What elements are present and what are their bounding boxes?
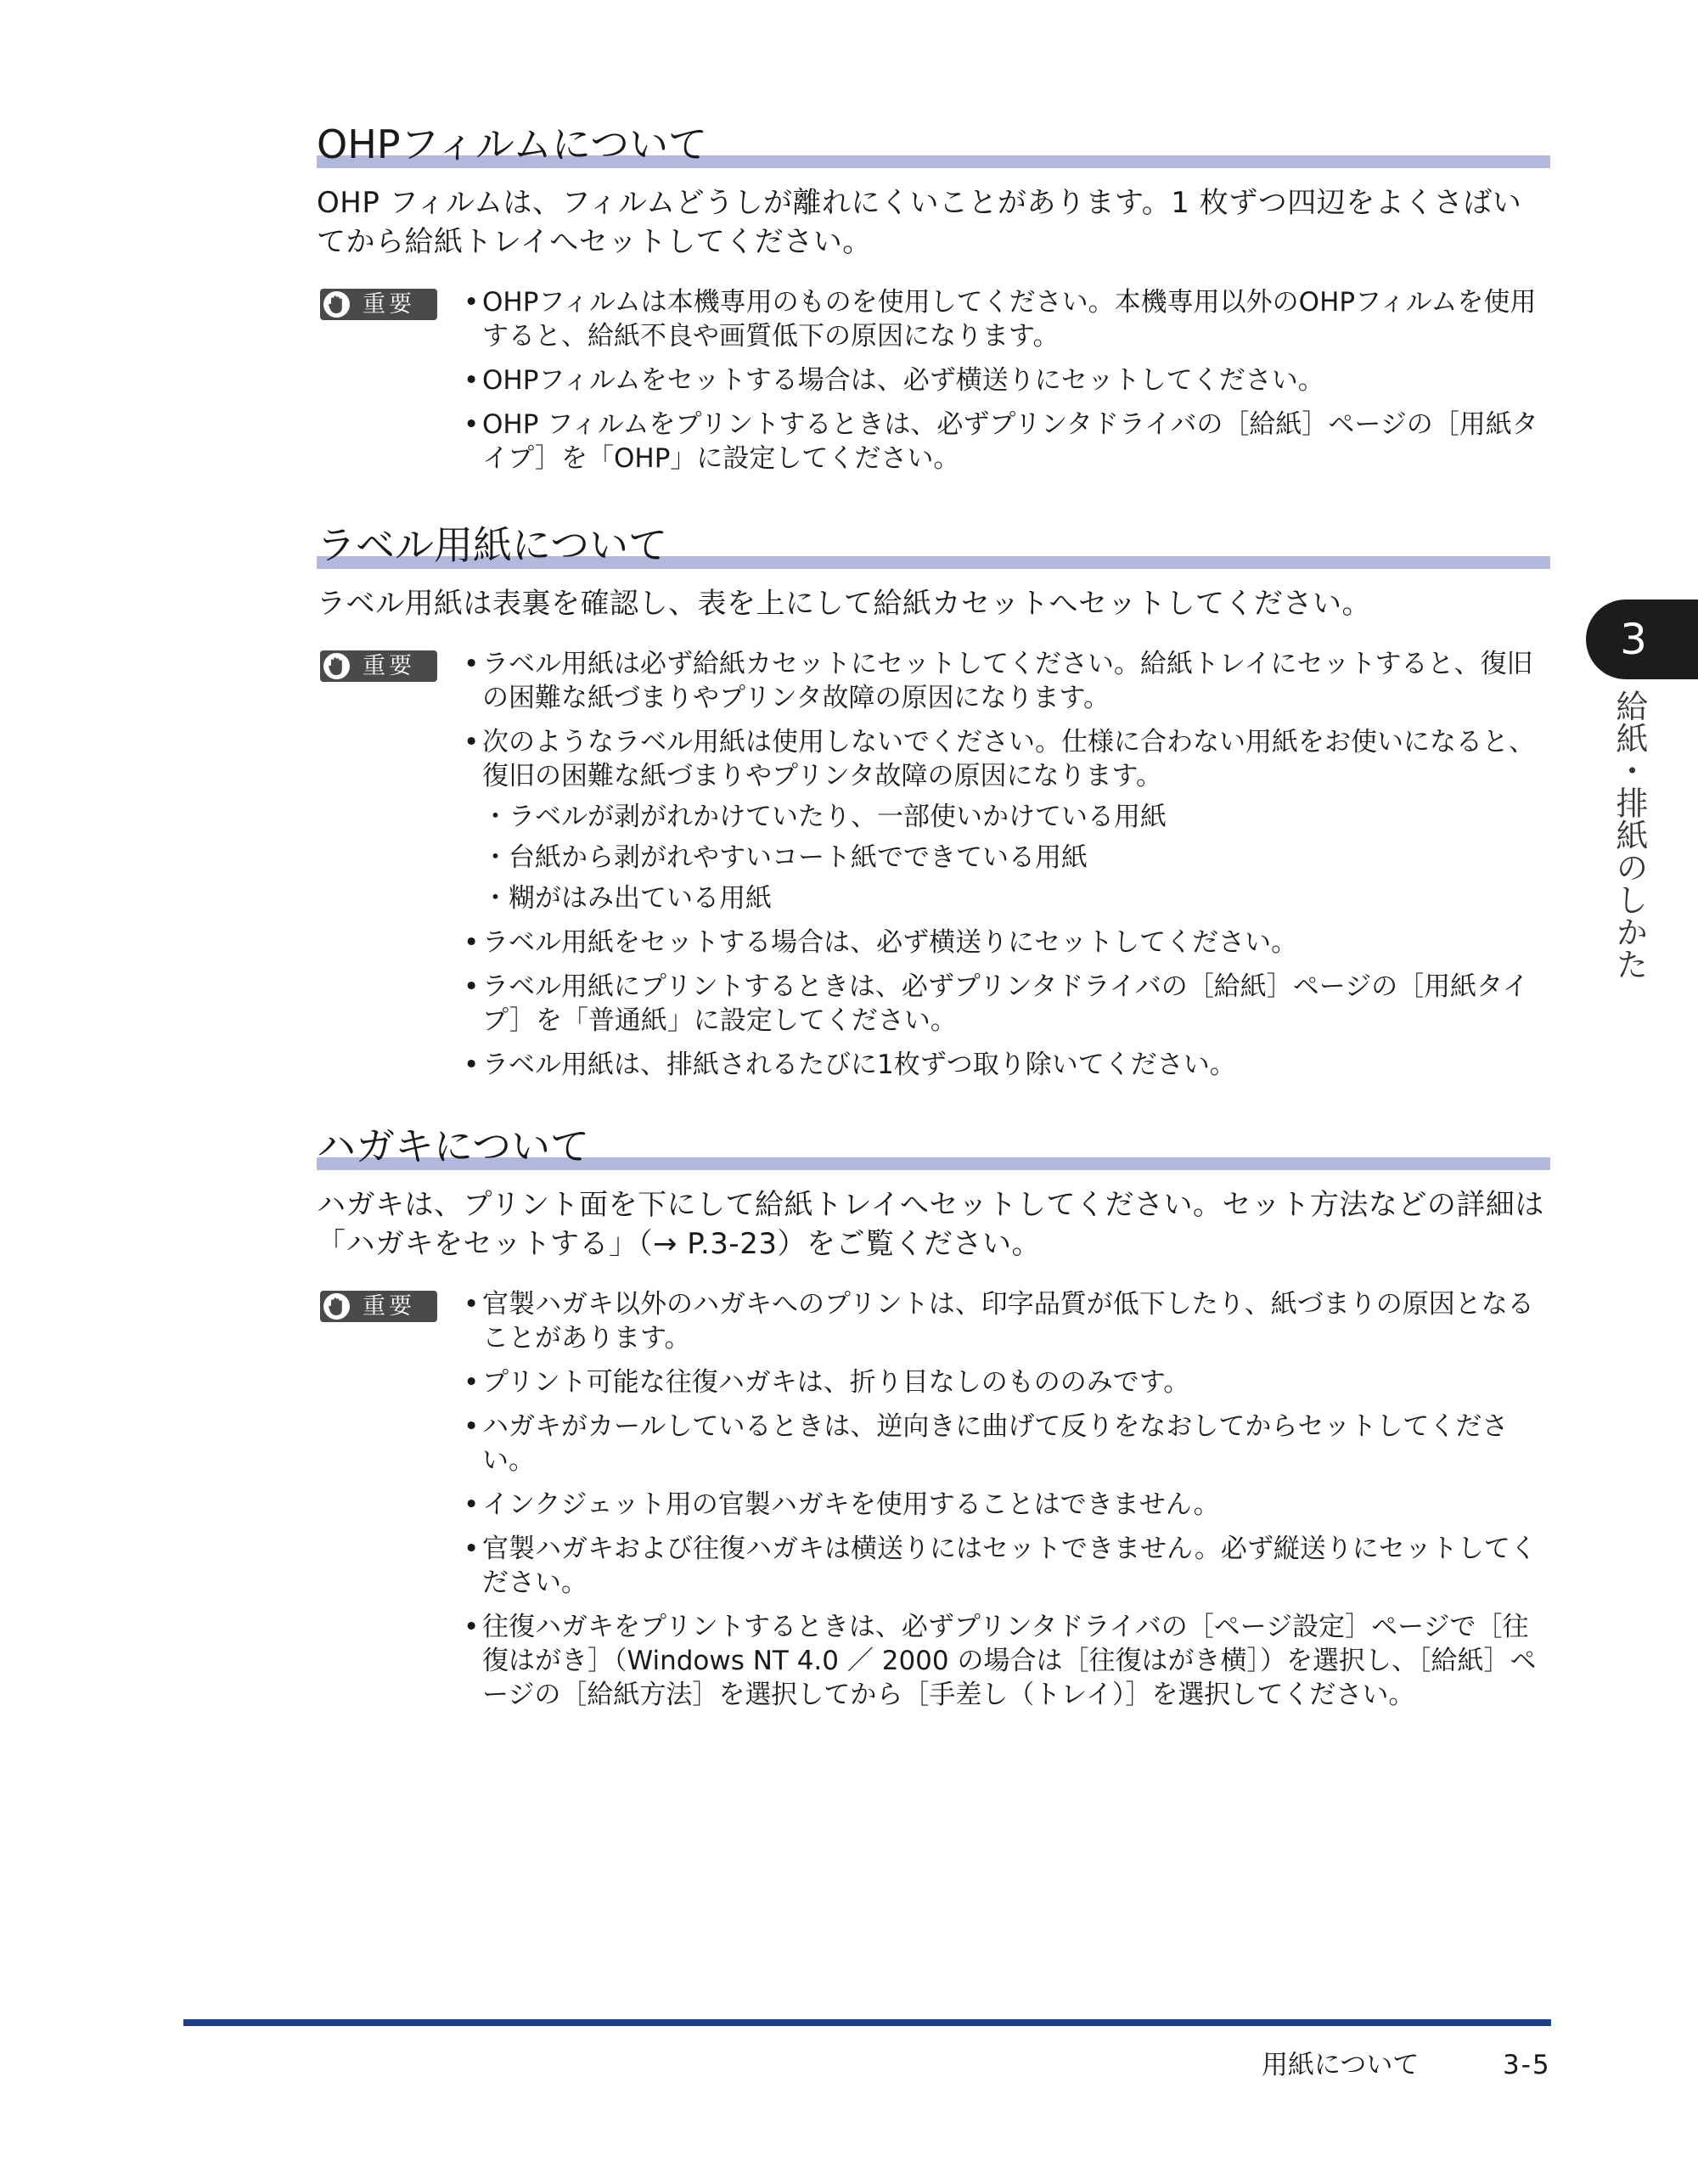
section-heading xyxy=(317,119,1550,170)
section-heading xyxy=(317,520,1550,571)
heading-text: OHPフィルムについて xyxy=(317,121,708,167)
important-note xyxy=(317,647,1550,1082)
bullet: • xyxy=(464,1612,480,1642)
list-item xyxy=(464,408,1550,476)
item-text: 官製ハガキおよび往復ハガキは横送りにはセットできません。必ず縦送りにセットしてください。 xyxy=(482,1534,1537,1598)
item-text: 官製ハガキ以外のハガキへのプリントは、印字品質が低下したり、紙づまりの原因となることがあります。 xyxy=(482,1289,1534,1354)
heading-text: ラベル用紙について xyxy=(317,522,668,568)
page-number: 3-5 xyxy=(1503,2050,1551,2080)
bullet: • xyxy=(464,649,480,679)
list-item xyxy=(464,1048,1550,1082)
section-postcards xyxy=(317,1121,1550,1722)
footer-rule xyxy=(183,2019,1551,2026)
section-label-paper xyxy=(317,520,1550,1092)
important-badge xyxy=(320,650,437,682)
list-item xyxy=(464,1488,1550,1522)
section-intro: OHP フィルムは、フィルムどうしが離れにくいことがあります。1 枚ずつ四辺をよくさばいてから給紙トレイへセットしてください。 xyxy=(317,186,1522,259)
important-badge xyxy=(320,1291,437,1322)
item-text: ラベル用紙にプリントするときは、必ずプリンタドライバの［給紙］ページの［用紙タイプ］を「普通紙」に設定してください。 xyxy=(482,971,1529,1036)
note-list xyxy=(464,1287,1550,1712)
important-label: 重要 xyxy=(363,291,415,318)
item-text: OHPフィルムをセットする場合は、必ず横送りにセットしてください。 xyxy=(482,365,1324,396)
bullet: • xyxy=(464,409,480,440)
sub-list-item: ・台紙から剥がれやすいコート紙でできている用紙 xyxy=(482,842,1088,873)
section-ohp xyxy=(317,119,1550,486)
note-list xyxy=(464,647,1550,1082)
important-label: 重要 xyxy=(363,1293,415,1320)
bullet: • xyxy=(464,1534,480,1564)
important-note xyxy=(317,1287,1550,1712)
bullet: • xyxy=(464,727,480,757)
important-label: 重要 xyxy=(363,653,415,679)
list-item xyxy=(464,1610,1550,1712)
chapter-title-vertical: 給紙・排紙のしかた xyxy=(1611,690,1648,980)
chapter-number: 3 xyxy=(1620,615,1647,664)
section-intro: ラベル用紙は表裏を確認し、表を上にして給紙カセットへセットしてください。 xyxy=(317,587,1371,621)
bullet: • xyxy=(464,1411,480,1442)
bullet: • xyxy=(464,365,480,396)
item-text: OHP フィルムをプリントするときは、必ずプリンタドライバの［給紙］ページの［用紙タイプ］を「OHP」に設定してください。 xyxy=(482,409,1538,474)
item-text: ハガキがカールしているときは、逆向きに曲げて反りをなおしてからセットしてください。 xyxy=(482,1411,1509,1476)
list-item xyxy=(464,1532,1550,1600)
important-badge xyxy=(320,289,437,320)
bullet: • xyxy=(464,1367,480,1398)
list-item xyxy=(464,1365,1550,1399)
item-text: プリント可能な往復ハガキは、折り目なしのもののみです。 xyxy=(482,1367,1190,1398)
item-text: ラベル用紙は、排紙されるたびに1枚ずつ取り除いてください。 xyxy=(482,1050,1236,1080)
list-item xyxy=(464,1410,1550,1478)
sub-list-item: ・ラベルが剥がれかけていたり、一部使いかけている用紙 xyxy=(482,802,1167,832)
section-heading xyxy=(317,1121,1550,1172)
bullet: • xyxy=(464,287,480,318)
item-text: ラベル用紙は必ず給紙カセットにセットしてください。給紙トレイにセットすると、復旧の困難な紙づまりやプリンタ故障の原因になります。 xyxy=(482,649,1533,713)
list-item xyxy=(464,285,1550,353)
item-text: ラベル用紙をセットする場合は、必ず横送りにセットしてください。 xyxy=(482,927,1298,958)
bullet: • xyxy=(464,1289,480,1320)
bullet: • xyxy=(464,1050,480,1080)
item-text: インクジェット用の官製ハガキを使用することはできません。 xyxy=(482,1489,1220,1520)
sub-list-item: ・糊がはみ出ている用紙 xyxy=(482,883,772,914)
list-item xyxy=(464,970,1550,1038)
important-note xyxy=(317,285,1550,476)
hand-stop-icon xyxy=(323,291,350,318)
bullet: • xyxy=(464,927,480,958)
bullet: • xyxy=(464,1489,480,1520)
chapter-tab xyxy=(1586,599,1698,679)
hand-stop-icon xyxy=(323,653,350,679)
list-item xyxy=(464,363,1550,397)
note-list xyxy=(464,285,1550,476)
item-text: 次のようなラベル用紙は使用しないでください。仕様に合わない用紙をお使いになると、復旧の困難な紙づまりやプリンタ故障の原因になります。 xyxy=(482,727,1535,791)
list-item xyxy=(464,1287,1550,1355)
heading-text: ハガキについて xyxy=(317,1123,590,1169)
section-intro: ハガキは、プリント面を下にして給紙トレイへセットしてください。セット方法などの詳細は「ハガキをセットする」（→ P.3-23）をご覧ください。 xyxy=(317,1188,1544,1261)
footer-title: 用紙について xyxy=(1262,2050,1420,2080)
hand-stop-icon xyxy=(323,1293,350,1320)
list-item xyxy=(464,926,1550,960)
bullet: • xyxy=(464,971,480,1002)
item-text: OHPフィルムは本機専用のものを使用してください。本機専用以外のOHPフィルムを使用すると、給紙不良や画質低下の原因になります。 xyxy=(482,287,1537,352)
list-item xyxy=(464,647,1550,715)
item-text: 往復ハガキをプリントするときは、必ずプリンタドライバの［ページ設定］ページで［往復はがき］（Windows NT 4.0 ／ 2000 の場合は［往復はがき横］）を選択し、［給紙］ページの［給紙方法］を選択してから［手差し（トレイ）］を選択してください。 xyxy=(482,1612,1537,1710)
list-item xyxy=(464,725,1550,793)
